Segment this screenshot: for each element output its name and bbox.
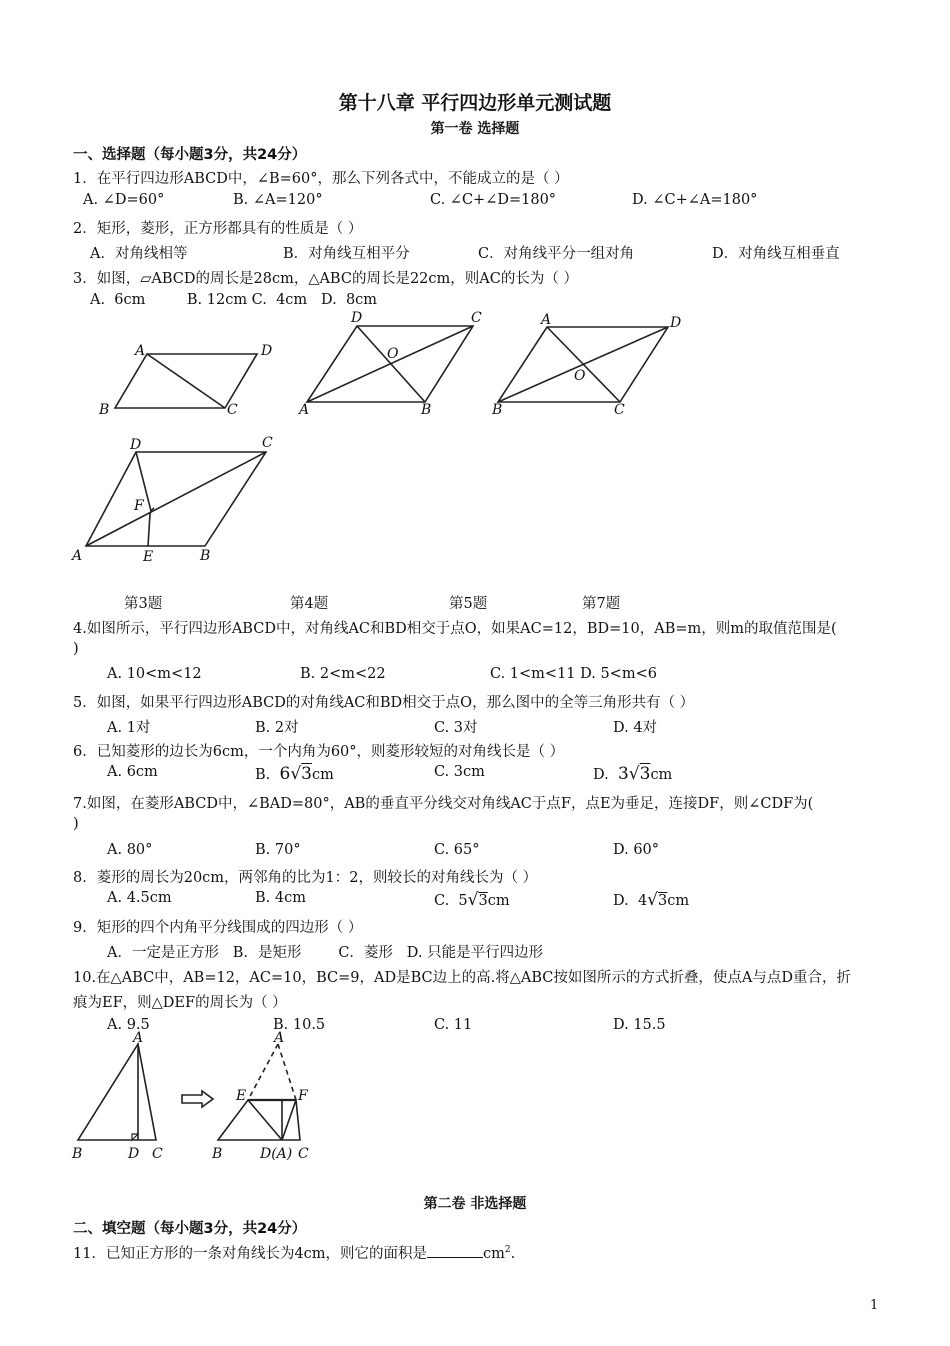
figure-q4	[295, 310, 495, 420]
q6-option-a: A. 6cm	[107, 764, 158, 780]
f3-label-b: B	[99, 402, 110, 418]
q6-option-d: D. 3√3cm	[593, 764, 673, 784]
q2-option-b: B．对角线互相平分	[283, 246, 410, 262]
f7-diagonal-ac	[86, 452, 266, 546]
q1-option-c: C. ∠C+∠D=180°	[430, 192, 557, 208]
q10-option-c: C. 11	[434, 1017, 473, 1033]
q8-option-d: D. 4√3cm	[613, 890, 690, 910]
f10b-label-e: E	[236, 1088, 247, 1104]
f10a-right-angle	[132, 1134, 138, 1140]
f3-label-c: C	[227, 402, 238, 418]
q10-option-a: A. 9.5	[107, 1017, 150, 1033]
f10a-label-a: A	[133, 1030, 144, 1046]
q4-option-cd: C. 1<m<11 D. 5<m<6	[490, 666, 657, 682]
f4-label-c: C	[471, 310, 482, 326]
q2-option-d: D．对角线互相垂直	[712, 246, 840, 262]
f5-diagonal-bd	[498, 327, 668, 402]
f10a-label-c: C	[152, 1146, 163, 1162]
f7-label-c: C	[262, 435, 273, 451]
q7-option-a: A. 80°	[107, 842, 153, 858]
f10a-label-d: D	[128, 1146, 140, 1162]
q5-option-d: D. 4对	[613, 720, 658, 736]
q10-option-b: B. 10.5	[273, 1017, 326, 1033]
q3-options: A. 6cm B. 12cm C. 4cm D. 8cm	[90, 292, 378, 308]
page-title: 第十八章 平行四边形单元测试题	[338, 92, 612, 114]
q6-option-b: B. 6√3cm	[255, 764, 334, 784]
f10b-base	[218, 1100, 300, 1140]
figure-q5	[490, 310, 690, 420]
f10b-label-b: B	[212, 1146, 223, 1162]
f7-label-a: A	[72, 548, 83, 564]
caption-q7: 第7题	[582, 596, 621, 612]
q1-stem: 1．在平行四边形ABCD中，∠B=60°，那么下列各式中，不能成立的是（ ）	[73, 171, 569, 187]
q4-option-b: B. 2<m<22	[300, 666, 386, 682]
q9-stem: 9．矩形的四个内角平分线围成的四边形（ ）	[73, 920, 363, 936]
part2-heading: 第二卷 非选择题	[423, 1196, 527, 1212]
q4-stem-cont: )	[73, 641, 79, 657]
q6-option-c: C. 3cm	[434, 764, 485, 780]
section1-heading: 一、选择题（每小题3分，共24分）	[73, 147, 307, 163]
q11-answer-blank	[427, 1245, 483, 1258]
section2-heading: 二、填空题（每小题3分，共24分）	[73, 1221, 307, 1237]
f10b-label-c: C	[298, 1146, 309, 1162]
q5-stem: 5．如图，如果平行四边形ABCD的对角线AC和BD相交于点O，那么图中的全等三角形共有（ ）	[73, 695, 695, 711]
q7-stem: 7.如图，在菱形ABCD中，∠BAD=80°，AB的垂直平分线交对角线AC于点F，点E为垂足，连接DF，则∠CDF为(	[73, 796, 814, 812]
page-number: 1	[870, 1298, 879, 1313]
q11-stem: 11．已知正方形的一条对角线长为4cm，则它的面积是 $cm^2$.	[73, 1245, 516, 1262]
q10-option-d: D. 15.5	[613, 1017, 666, 1033]
q10-stem-cont: 痕为EF，则△DEF的周长为（ ）	[73, 995, 287, 1011]
q8-stem: 8．菱形的周长为20cm，两邻角的比为1：2，则较长的对角线长为（ ）	[73, 870, 538, 886]
caption-q5: 第5题	[449, 596, 488, 612]
q8-option-b: B. 4cm	[255, 890, 306, 906]
f10b-line-ed	[248, 1100, 282, 1140]
q5-option-c: C. 3对	[434, 720, 478, 736]
q9-options: A．一定是正方形 B．是矩形 C．菱形 D. 只能是平行四边形	[107, 945, 544, 961]
q5-option-b: B. 2对	[255, 720, 299, 736]
f4-label-o: O	[387, 346, 399, 362]
caption-q3: 第3题	[124, 596, 163, 612]
q7-option-d: D. 60°	[613, 842, 660, 858]
f4-label-d: D	[351, 310, 363, 326]
f5-label-o: O	[574, 368, 586, 384]
q7-stem-cont: )	[73, 816, 79, 832]
f10b-label-a: A	[274, 1030, 285, 1046]
f10b-label-f: F	[298, 1088, 308, 1104]
f3-diagonal-ac	[147, 354, 225, 408]
f10a-label-b: B	[72, 1146, 83, 1162]
f5-label-c: C	[614, 402, 625, 418]
f5-label-a: A	[541, 312, 552, 328]
f3-label-a: A	[135, 343, 146, 359]
f7-label-d: D	[130, 437, 142, 453]
part1-heading: 第一卷 选择题	[430, 121, 520, 137]
figure-q3	[95, 340, 285, 420]
f5-label-b: B	[492, 402, 503, 418]
q8-option-c: C. 5√3cm	[434, 890, 510, 910]
figure-q7	[70, 430, 290, 570]
q6-stem: 6．已知菱形的边长为6cm，一个内角为60°，则菱形较短的对角线长是（ ）	[73, 744, 565, 760]
f4-diagonal-bd	[357, 326, 425, 402]
q1-option-a: A. ∠D=60°	[83, 192, 165, 208]
q2-option-a: A．对角线相等	[90, 246, 188, 262]
q3-stem: 3．如图，▱ABCD的周长是28cm，△ABC的周长是22cm，则AC的长为（ ）	[73, 271, 578, 287]
q2-stem: 2．矩形，菱形，正方形都具有的性质是（ ）	[73, 221, 363, 237]
q7-option-c: C. 65°	[434, 842, 480, 858]
q8-option-a: A. 4.5cm	[107, 890, 172, 906]
f7-label-f: F	[134, 498, 144, 514]
q4-stem: 4.如图所示，平行四边形ABCD中，对角线AC和BD相交于点O，如果AC=12，BD=10，AB=m，则m的取值范围是(	[73, 621, 837, 637]
q7-option-b: B. 70°	[255, 842, 301, 858]
figure-q10-folded	[210, 1030, 320, 1165]
figure-q10-triangle	[70, 1030, 180, 1165]
q2-option-c: C．对角线平分一组对角	[478, 246, 635, 262]
f5-label-d: D	[670, 315, 682, 331]
q1-option-d: D. ∠C+∠A=180°	[632, 192, 758, 208]
f10b-line-fd	[282, 1100, 296, 1140]
f10b-dashed-ae	[248, 1044, 278, 1100]
caption-q4: 第4题	[290, 596, 329, 612]
q10-stem: 10.在△ABC中，AB=12，AC=10，BC=9，AD是BC边上的高.将△ABC按如图所示的方式折叠，使点A与点D重合，折	[73, 970, 851, 986]
f4-label-a: A	[299, 402, 310, 418]
f7-label-b: B	[200, 548, 211, 564]
f10a-triangle	[78, 1044, 156, 1140]
f3-label-d: D	[261, 343, 273, 359]
f10b-dashed-af	[278, 1044, 296, 1100]
q4-option-a: A. 10<m<12	[107, 666, 202, 682]
q1-option-b: B. ∠A=120°	[233, 192, 323, 208]
f10b-label-da: D(A)	[260, 1146, 293, 1162]
f4-label-b: B	[421, 402, 432, 418]
f7-label-e: E	[143, 549, 154, 565]
q5-option-a: A. 1对	[107, 720, 151, 736]
